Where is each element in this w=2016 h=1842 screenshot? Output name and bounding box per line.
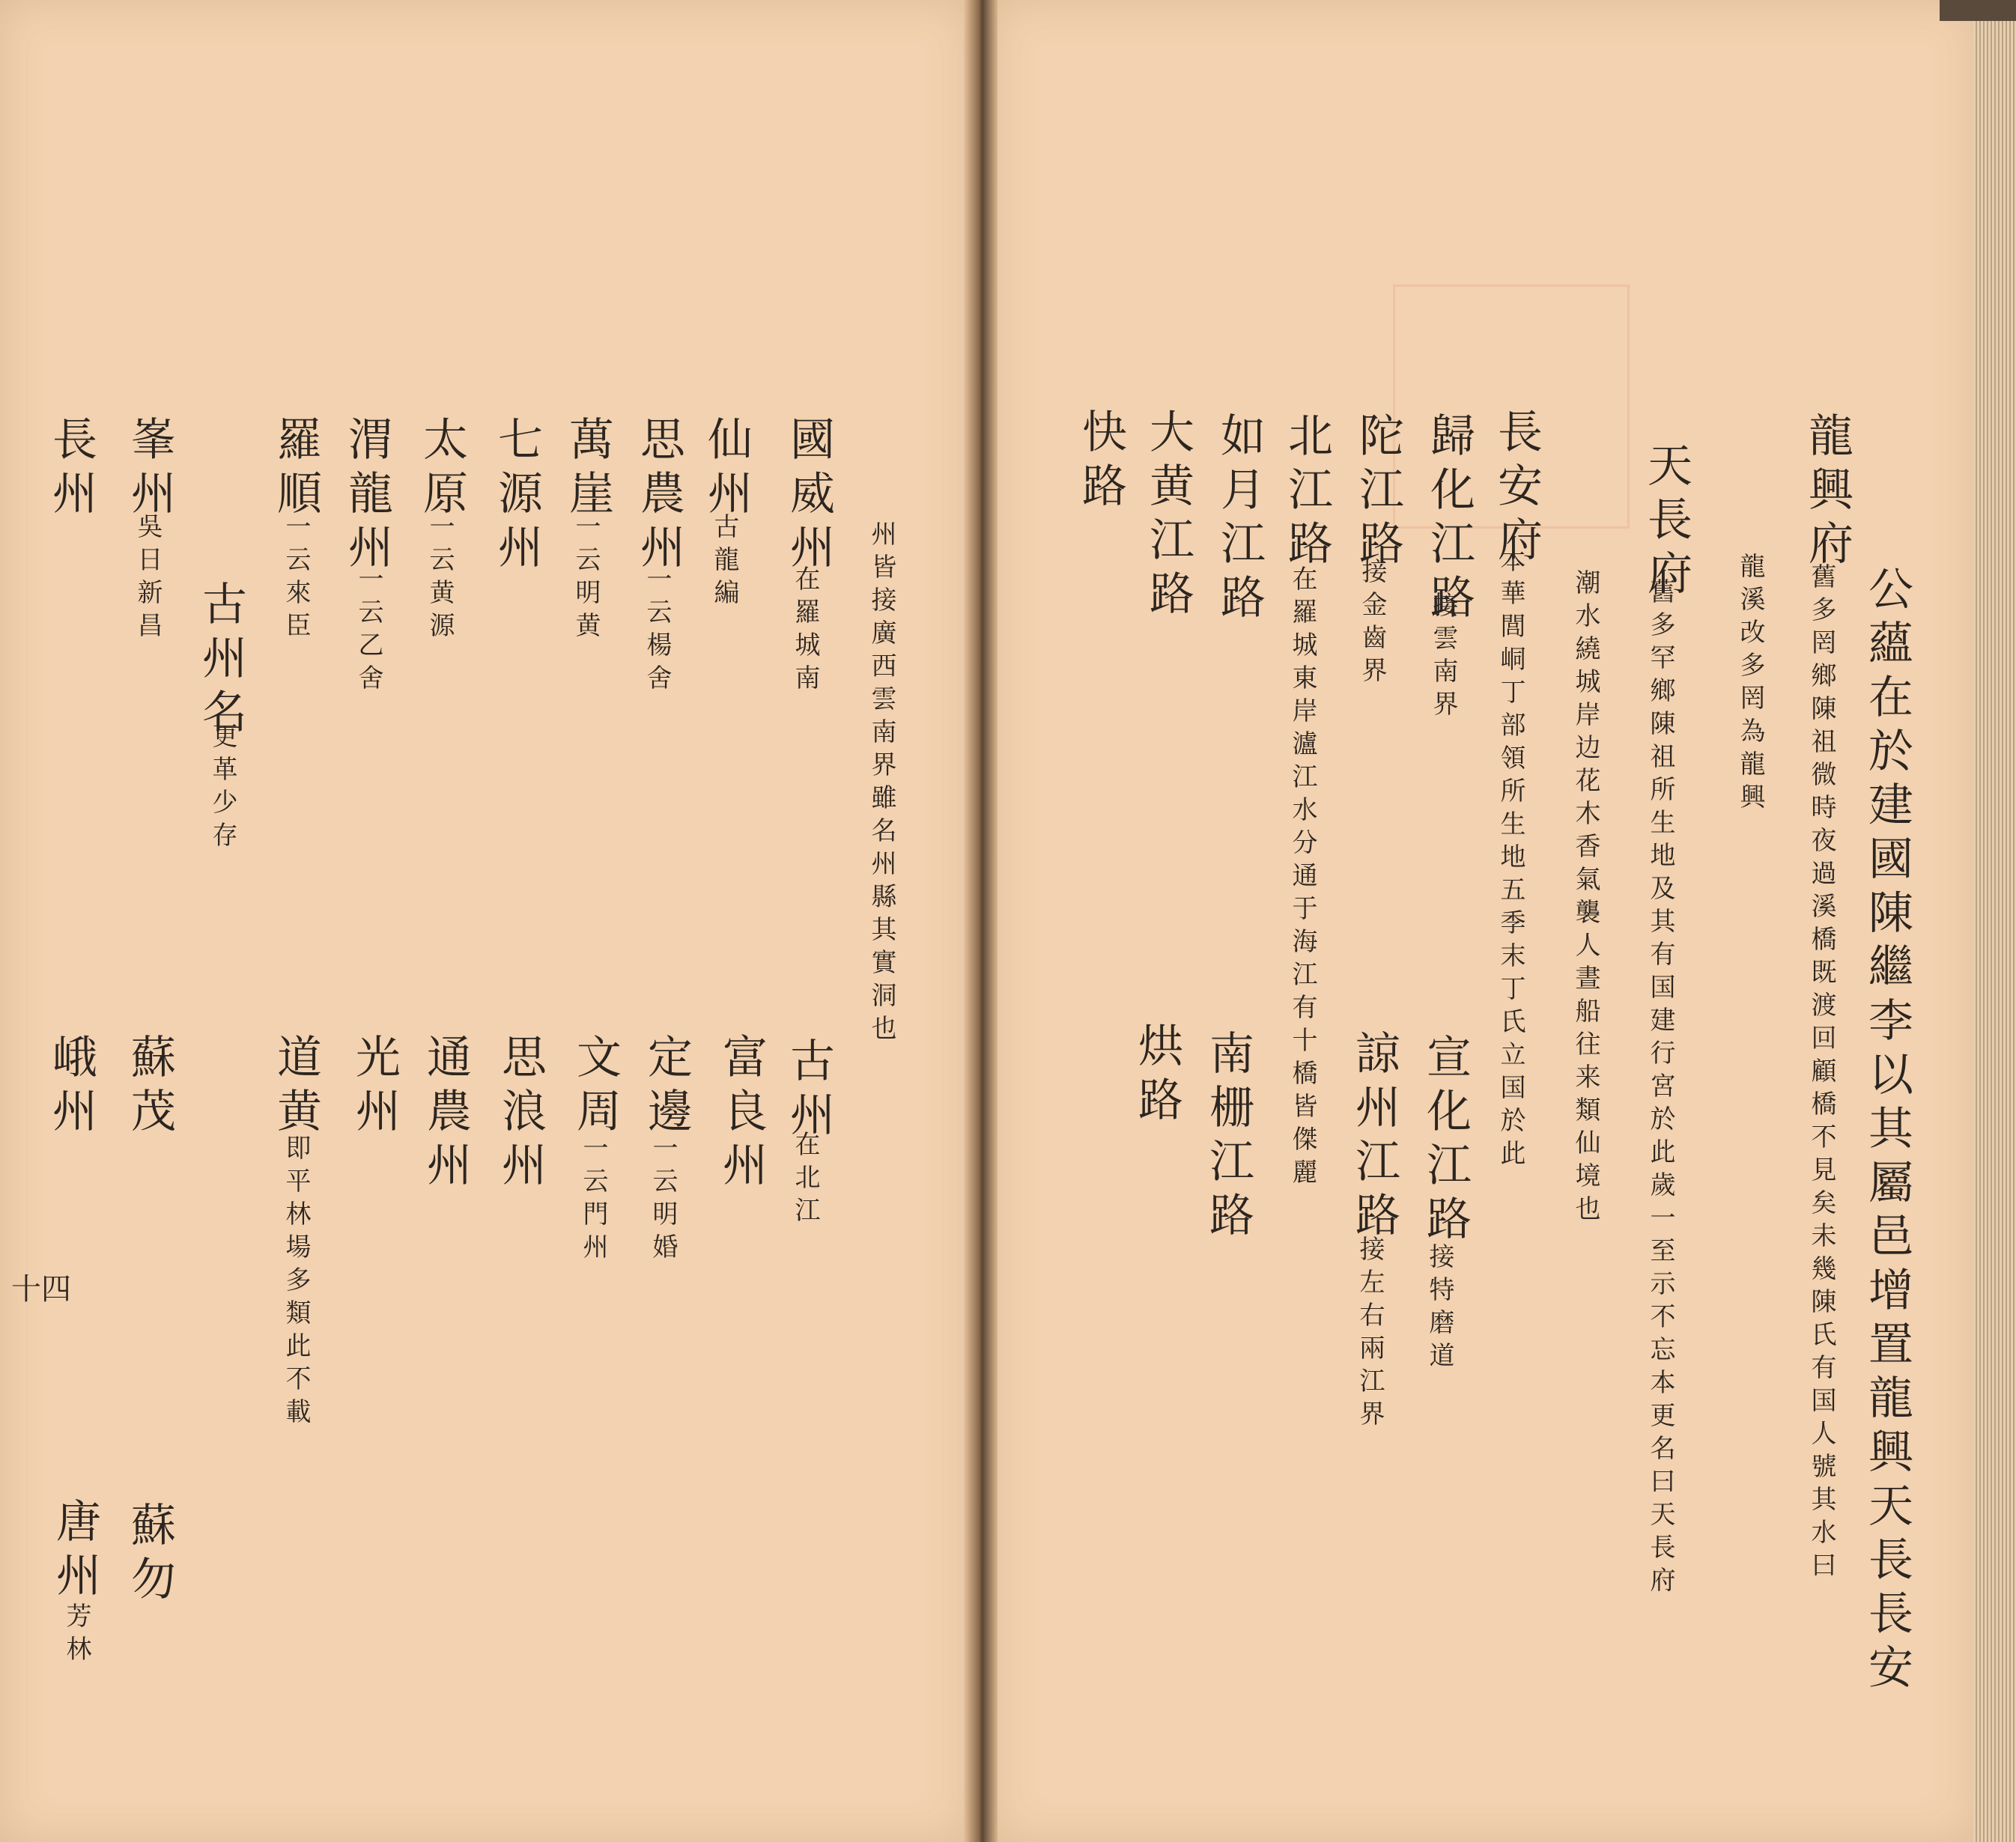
entry-10-note: 吳日新昌 (133, 513, 163, 645)
entry-1-head2: 古州 (783, 1037, 835, 1145)
entry-11-head3: 唐州 (49, 1498, 101, 1605)
text-column-8-note: 接金齒界 (1357, 558, 1387, 690)
text-column-4-head: 天長府 (1640, 442, 1692, 604)
entry-10-head2: 蘇茂 (124, 1033, 176, 1141)
entry-2-head: 仙州 (700, 416, 753, 523)
entry-8-head: 羅順 (270, 416, 322, 523)
entry-4-head2: 文周 (569, 1033, 622, 1141)
text-column-5: 潮水繞城岸边花木香氣襲人晝船往来類仙境也 (1570, 569, 1600, 1228)
entry-4-head: 萬崖 (562, 416, 614, 523)
text-column-6-head: 長安府 (1490, 408, 1543, 570)
entry-8-note2: 即平林場多類此不載 (281, 1134, 311, 1431)
entry-6-head: 太原 (416, 416, 468, 523)
page-edges (1973, 0, 2016, 1842)
text-column-12: 快路 (1075, 408, 1127, 516)
entry-4-note2: 一云門州 (578, 1134, 608, 1266)
book-gutter (964, 0, 998, 1842)
text-column-7-note2: 接特磨道 (1424, 1243, 1454, 1375)
text-column-8-head: 陀江路 (1352, 412, 1404, 574)
entry-4-note: 一云明黄 (571, 513, 601, 645)
text-column-2-head: 龍興府 (1801, 412, 1853, 574)
text-column-8-note2: 接左右兩江界 (1355, 1235, 1385, 1433)
header-note: 州皆接廣西雲南界雖名州縣其實洞也 (866, 520, 896, 1048)
text-column-11-head2: 烘路 (1131, 1022, 1183, 1130)
entry-11-head2: 峨州 (45, 1033, 97, 1141)
text-column-11-head: 大黄江路 (1142, 408, 1194, 624)
entry-7-head: 渭龍州 (341, 416, 393, 577)
cover-corner (1940, 0, 2016, 21)
text-column-10-head2: 南栅江路 (1202, 1030, 1254, 1245)
entry-3-head2: 定邊 (640, 1033, 693, 1141)
page-number: 十四 (11, 1272, 71, 1307)
entry-5-head2: 思浪州 (494, 1033, 547, 1195)
entry-11-note3: 芳林 (61, 1602, 91, 1668)
text-column-3: 龍溪改多罔為龍興 (1735, 553, 1765, 816)
entry-2-note: 古龍編 (709, 513, 739, 612)
text-column-1: 公蘊在於建國陳繼李以其屬邑增置龍興天長長安 (1861, 565, 1913, 1697)
entry-6-note: 一云黄源 (425, 513, 455, 645)
text-column-9-note: 在羅城東岸瀘江水分通于海江有十橋皆傑麗 (1287, 565, 1317, 1191)
entry-3-head: 思農州 (633, 416, 685, 577)
entry-1-note: 在羅城南 (790, 565, 820, 697)
text-column-8-head2: 諒州江路 (1348, 1030, 1400, 1245)
text-column-7-note: 接雲南界 (1428, 592, 1458, 723)
entry-9-note: 更革少存 (207, 723, 237, 854)
entry-8-head2: 道黄 (270, 1033, 322, 1141)
entry-3-note: 一云楊舍 (642, 565, 672, 697)
text-column-4-note: 舊多罕鄉陳祖所生地及其有国建行宮於此歲一至示不忘本更名曰天長府 (1645, 578, 1675, 1599)
entry-6-head2: 通農州 (419, 1033, 472, 1195)
text-column-7-head2: 宣化江路 (1419, 1033, 1472, 1249)
entry-9-head: 古州名 (195, 580, 247, 742)
entry-7-note: 一云乙舍 (353, 565, 383, 697)
entry-1-head: 國威州 (783, 416, 835, 577)
text-column-6-note: 本華閭峒丁部領所生地五季末丁氏立国於此 (1496, 547, 1525, 1173)
entry-8-note: 一云來臣 (281, 513, 311, 645)
entry-5-head: 七源州 (491, 416, 543, 577)
entry-11-head: 長州 (45, 416, 97, 523)
text-column-9-head: 北江路 (1281, 412, 1333, 574)
entry-2-head2: 富良州 (715, 1033, 768, 1195)
text-column-10-head: 如月江路 (1213, 412, 1266, 627)
entry-1-note2: 在北江 (790, 1131, 820, 1229)
text-column-2-note: 舊多罔鄉陳祖微時夜過溪橋既渡回顧橋不見矣未幾陳氏有国人號其水曰 (1806, 563, 1836, 1584)
entry-10-head3: 蘇勿 (124, 1501, 176, 1609)
entry-10-head: 峯州 (124, 416, 176, 523)
entry-3-note2: 一云明婚 (648, 1134, 678, 1266)
entry-7-head2: 光州 (348, 1033, 401, 1141)
text-column-7-head: 歸化江路 (1423, 412, 1475, 627)
